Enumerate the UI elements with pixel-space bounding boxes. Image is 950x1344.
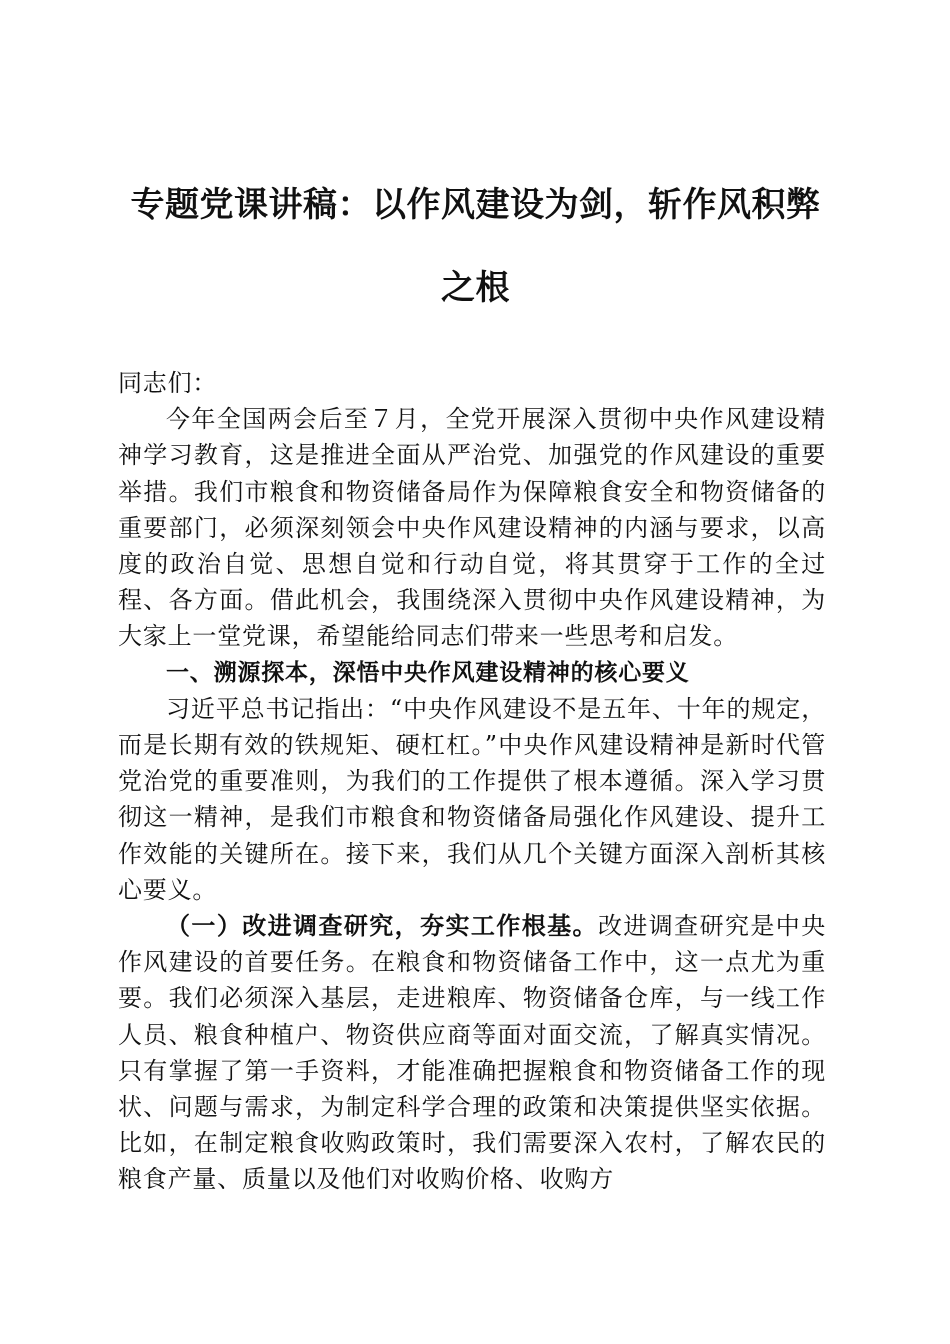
section-paragraph: 习近平总书记指出：“中央作风建设不是五年、十年的规定，而是长期有效的铁规矩、硬杠杠。”中央作风建设精神是新时代管党治党的重要准则，为我们的工作提供了根本遵循。深入学习贯彻这一精神，是我们市粮食和物资储备局强化作风建设、提升工作效能的关键所在。接下来，我们从几个关键方面深入剖析其核心要义。 [118,694,826,904]
salutation: 同志们： [118,369,218,397]
document-body [118,365,826,1198]
intro-paragraph: 今年全国两会后至７月，全党开展深入贯彻中央作风建设精神学习教育，这是推进全面从严治党、加强党的作风建设的重要举措。我们市粮食和物资储备局作为保障粮食安全和物资储备的重要部门，必须深刻领会中央作风建设精神的内涵与要求，以高度的政治自觉、思想自觉和行动自觉，将其贯穿于工作的全过程、各方面。借此机会，我围绕深入贯彻中央作风建设精神，为大家上一堂党课，希望能给同志们带来一些思考和启发。 [118,405,826,651]
document-title: 专题党课讲稿：以作风建设为剑，斩作风积弊之根 [130,185,821,308]
subsection-text: 改进调查研究是中央作风建设的首要任务。在粮食和物资储备工作中，这一点尤为重要。我们必须深入基层，走进粮库、物资储备仓库，与一线工作人员、粮食种植户、物资供应商等面对面交流，了解真实情况。只有掌握了第一手资料，才能准确把握粮食和物资储备工作的现状、问题与需求，为制定科学合理的政策和决策提供坚实依据。比如，在制定粮食收购政策时，我们需要深入农村，了解农民的粮食产量、质量以及他们对收购价格、收购方 [118,912,826,1194]
section-heading: 一、溯源探本，深悟中央作风建设精神的核心要义 [166,659,690,686]
subsection-lead: （一）改进调查研究，夯实工作根基。 [166,912,598,941]
subsection-paragraph [118,908,826,1198]
